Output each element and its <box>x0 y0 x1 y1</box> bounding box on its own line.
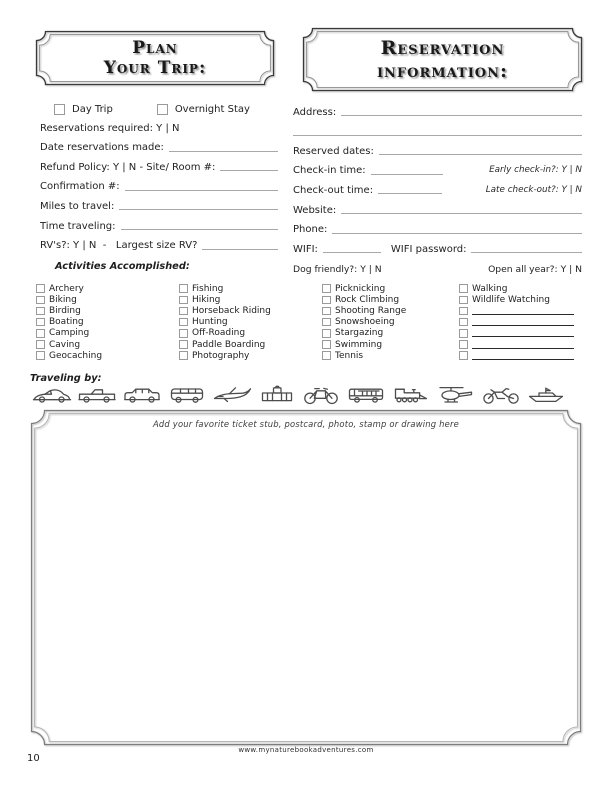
miles-to-travel-row <box>40 193 278 213</box>
off-roading-checkbox[interactable] <box>179 329 188 338</box>
tennis-checkbox[interactable] <box>322 351 331 360</box>
time-traveling-row <box>40 213 278 233</box>
activity-item <box>36 305 179 316</box>
activity-label: Birding <box>49 305 81 316</box>
activity-item <box>459 294 584 305</box>
activity-label: Shooting Range <box>335 305 407 316</box>
wifi-password-label: WIFI password: <box>390 243 467 255</box>
check-out-row <box>293 177 582 197</box>
plan-your-trip-frame <box>35 30 275 86</box>
activity-item <box>179 305 322 316</box>
blank-activity-checkbox[interactable] <box>459 340 468 349</box>
trip-type-row <box>40 97 278 115</box>
snowshoeing-checkbox[interactable] <box>322 318 331 327</box>
address-row <box>293 99 582 119</box>
dog-friendly-label: Dog friendly?: Y | N <box>293 264 382 276</box>
activity-item <box>36 294 179 305</box>
reserved-dates-label: Reserved dates: <box>293 145 374 157</box>
activity-label: Tennis <box>335 350 364 361</box>
address-continuation-row <box>293 119 582 139</box>
activity-label: Stargazing <box>335 328 384 339</box>
reservation-fields-column <box>293 99 582 275</box>
day-trip-label: Day Trip <box>72 104 113 115</box>
check-out-label: Check-out time: <box>293 184 374 196</box>
hunting-checkbox[interactable] <box>179 318 188 327</box>
photography-checkbox[interactable] <box>179 351 188 360</box>
activity-item <box>459 283 584 294</box>
wifi-line[interactable] <box>323 242 381 253</box>
activity-label: Biking <box>49 294 77 305</box>
picknicking-checkbox[interactable] <box>322 284 331 293</box>
suv-icon <box>122 384 162 406</box>
motorcycle-icon <box>481 384 521 406</box>
activity-item <box>322 350 459 361</box>
activity-item <box>179 350 322 361</box>
hiking-checkbox[interactable] <box>179 296 188 305</box>
activity-label: Photography <box>192 350 250 361</box>
site-room-number-line[interactable] <box>220 160 278 171</box>
activity-label: Paddle Boarding <box>192 339 266 350</box>
phone-row <box>293 217 582 237</box>
confirmation-line[interactable] <box>125 180 278 191</box>
footer-website-url: www.mynaturebookadventures.com <box>238 746 374 754</box>
reservation-information-frame <box>302 27 583 92</box>
title-line: Reservation <box>380 37 505 60</box>
refund-policy-row <box>40 154 278 174</box>
activity-label: Snowshoeing <box>335 317 395 328</box>
activity-item <box>322 317 459 328</box>
activities-accomplished-heading: Activities Accomplished: <box>55 261 190 272</box>
activity-blank-item <box>459 317 584 328</box>
confirmation-label: Confirmation #: <box>40 181 120 193</box>
early-check-in-label: Early check-in?: Y | N <box>489 165 582 176</box>
swimming-checkbox[interactable] <box>322 340 331 349</box>
activity-item <box>36 328 179 339</box>
title-line: information: <box>376 59 509 82</box>
memento-box-caption: Add your favorite ticket stub, postcard, photo, stamp or drawing here <box>152 419 460 429</box>
activity-item <box>322 294 459 305</box>
date-reservations-made-line[interactable] <box>169 141 278 152</box>
walking-checkbox[interactable] <box>459 284 468 293</box>
helicopter-icon <box>436 384 476 406</box>
activities-column-4 <box>459 283 584 361</box>
activity-write-in-line[interactable] <box>472 352 574 360</box>
activity-item <box>179 283 322 294</box>
activity-item <box>322 305 459 316</box>
miles-to-travel-label: Miles to travel: <box>40 200 115 212</box>
date-reservations-made-row <box>40 135 278 155</box>
wifi-password-line[interactable] <box>471 242 582 253</box>
airplane-icon <box>212 384 252 406</box>
activity-label: Hunting <box>192 317 228 328</box>
pickup-truck-icon <box>77 384 117 406</box>
shooting-range-checkbox[interactable] <box>322 307 331 316</box>
checkbox-icon[interactable] <box>157 104 168 115</box>
activity-label: Off-Roading <box>192 328 246 339</box>
geocaching-checkbox[interactable] <box>36 351 45 360</box>
activities-column-2 <box>179 283 322 361</box>
wifi-label: WIFI: <box>293 243 318 255</box>
boat-icon <box>526 384 566 406</box>
website-label: Website: <box>293 204 337 216</box>
reserved-dates-row <box>293 138 582 158</box>
page-title-reservation-information <box>302 27 583 92</box>
boating-checkbox[interactable] <box>36 318 45 327</box>
activity-item <box>322 328 459 339</box>
camping-checkbox[interactable] <box>36 329 45 338</box>
time-traveling-label: Time traveling: <box>40 220 116 232</box>
activity-label: Fishing <box>192 283 224 294</box>
activity-label: Wildlife Watching <box>472 294 550 305</box>
stargazing-checkbox[interactable] <box>322 329 331 338</box>
address-line-2[interactable] <box>293 125 582 136</box>
time-traveling-line[interactable] <box>121 219 279 230</box>
page-number: 10 <box>27 753 40 764</box>
fishing-checkbox[interactable] <box>179 284 188 293</box>
activity-label: Caving <box>49 339 81 350</box>
activity-label: Geocaching <box>49 350 103 361</box>
activity-item <box>179 339 322 350</box>
traveling-by-heading: Traveling by: <box>30 373 102 384</box>
activity-write-in-line[interactable] <box>472 341 574 349</box>
rvs-label: RV's?: Y | N - Largest size RV? <box>40 240 198 252</box>
activity-item <box>322 283 459 294</box>
activity-label: Boating <box>49 317 84 328</box>
bicycle-icon <box>301 384 341 406</box>
archery-checkbox[interactable] <box>36 284 45 293</box>
miles-to-travel-line[interactable] <box>119 199 278 210</box>
activity-label: Camping <box>49 328 90 339</box>
website-row <box>293 197 582 217</box>
phone-label: Phone: <box>293 224 328 236</box>
reservations-required-row <box>40 115 278 135</box>
activity-item <box>179 328 322 339</box>
date-reservations-made-label: Date reservations made: <box>40 142 164 154</box>
wildlife-watching-checkbox[interactable] <box>459 296 468 305</box>
activity-label: Horseback Riding <box>192 305 271 316</box>
activity-write-in-line[interactable] <box>472 307 574 315</box>
check-in-label: Check-in time: <box>293 165 366 177</box>
horseback-riding-checkbox[interactable] <box>179 307 188 316</box>
activity-item <box>36 317 179 328</box>
paddle-boarding-checkbox[interactable] <box>179 340 188 349</box>
blank-activity-checkbox[interactable] <box>459 351 468 360</box>
website-line[interactable] <box>341 203 582 214</box>
activities-checklist <box>36 283 584 361</box>
day-trip-checkbox[interactable] <box>54 104 113 115</box>
wifi-row <box>293 236 582 256</box>
notched-frame-border <box>30 409 582 746</box>
dog-friendly-open-year-row <box>293 256 582 276</box>
refund-policy-label: Refund Policy: Y | N - Site/ Room #: <box>40 161 216 173</box>
blank-activity-checkbox[interactable] <box>459 318 468 327</box>
activity-write-in-line[interactable] <box>472 318 574 326</box>
activities-column-1 <box>36 283 179 361</box>
activity-label: Walking <box>472 283 508 294</box>
activity-item <box>322 339 459 350</box>
check-out-time-line[interactable] <box>378 183 442 194</box>
confirmation-row <box>40 174 278 194</box>
page-title-plan-your-trip <box>35 30 275 86</box>
activity-item <box>179 294 322 305</box>
activity-item <box>36 350 179 361</box>
activity-label: Rock Climbing <box>335 294 400 305</box>
largest-rv-line[interactable] <box>202 239 278 250</box>
plan-fields-column <box>40 97 278 252</box>
traveling-by-icon-row <box>32 384 566 406</box>
activity-item <box>36 283 179 294</box>
steam-train-icon <box>391 384 431 406</box>
van-icon <box>167 384 207 406</box>
activity-label: Hiking <box>192 294 221 305</box>
overnight-stay-checkbox[interactable] <box>157 104 250 115</box>
overnight-stay-label: Overnight Stay <box>174 104 250 115</box>
address-label: Address: <box>293 106 337 118</box>
open-all-year-label: Open all year?: Y | N <box>488 264 582 276</box>
phone-line[interactable] <box>332 223 582 234</box>
memento-box <box>30 409 582 746</box>
activity-label: Archery <box>49 283 84 294</box>
rvs-row <box>40 233 278 253</box>
reserved-dates-line[interactable] <box>379 144 582 155</box>
activity-write-in-line[interactable] <box>472 329 574 337</box>
checkbox-icon[interactable] <box>54 104 65 115</box>
check-in-row <box>293 158 582 178</box>
activity-blank-item <box>459 339 584 350</box>
title-line: Your Trip: <box>103 58 207 78</box>
activity-label: Swimming <box>335 339 383 350</box>
reservations-required-label: Reservations required: Y | N <box>40 122 180 134</box>
caving-checkbox[interactable] <box>36 340 45 349</box>
activity-blank-item <box>459 305 584 316</box>
late-check-out-label: Late check-out?: Y | N <box>485 184 582 195</box>
birding-checkbox[interactable] <box>36 307 45 316</box>
title-line: Plan <box>132 37 178 58</box>
car-icon <box>32 384 72 406</box>
activity-blank-item <box>459 350 584 361</box>
bus-icon <box>346 384 386 406</box>
rock-climbing-checkbox[interactable] <box>322 296 331 305</box>
activity-item <box>36 339 179 350</box>
blank-activity-checkbox[interactable] <box>459 329 468 338</box>
activities-column-3 <box>322 283 459 361</box>
luggage-trailer-icon <box>257 384 297 406</box>
address-line-1[interactable] <box>341 105 582 116</box>
biking-checkbox[interactable] <box>36 296 45 305</box>
activity-item <box>179 317 322 328</box>
activity-blank-item <box>459 328 584 339</box>
blank-activity-checkbox[interactable] <box>459 307 468 316</box>
check-in-time-line[interactable] <box>371 164 443 175</box>
activity-label: Picknicking <box>335 283 386 294</box>
